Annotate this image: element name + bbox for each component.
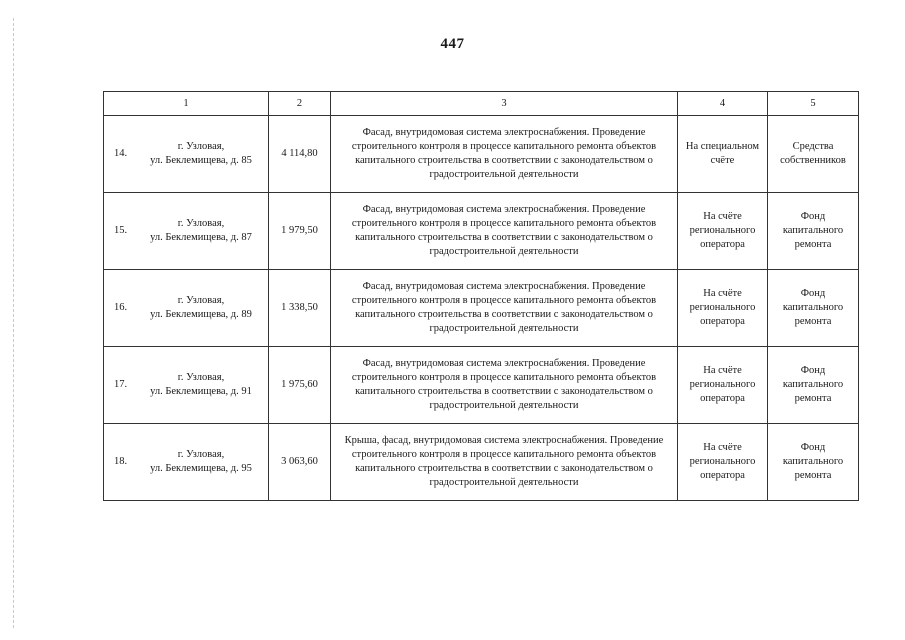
funding-source-cell: Фонд капитального ремонта [768,270,859,347]
account-cell: На счёте регионального оператора [678,270,768,347]
works-cell: Крыша, фасад, внутридомовая система электроснабжения. Проведение строительного контроля в процессе капитального ремонта объектов капитального строительства в соответствии с законодательством о градостроительной деятельности [331,424,678,501]
area-cell: 1 975,60 [269,347,331,424]
table-row [104,116,859,193]
funding-source-cell: Фонд капитального ремонта [768,347,859,424]
address-city: г. Узловая, [177,218,225,229]
address-city: г. Узловая, [177,295,225,306]
table-header-row [104,92,859,116]
address-street: ул. Беклемищева, д. 85 [150,155,252,166]
table-row [104,270,859,347]
address-city: г. Узловая, [177,141,225,152]
area-cell: 3 063,60 [269,424,331,501]
repair-registry-table [103,91,859,501]
account-cell: На счёте регионального оператора [678,347,768,424]
column-header-3: 3 [331,92,678,116]
address [140,294,264,322]
area-cell: 1 979,50 [269,193,331,270]
account-cell: На счёте регионального оператора [678,424,768,501]
table-row [104,193,859,270]
page-number: 447 [440,36,465,52]
address-street: ул. Беклемищева, д. 89 [150,309,252,320]
column-header-4: 4 [678,92,768,116]
row-number: 16. [114,302,128,313]
address-street: ул. Беклемищева, д. 91 [150,386,252,397]
table-row [104,347,859,424]
table-row [104,424,859,501]
scan-edge-line [13,18,14,628]
row-number: 18. [114,456,128,467]
address-cell [104,270,269,347]
address [140,140,264,168]
works-cell: Фасад, внутридомовая система электроснабжения. Проведение строительного контроля в процессе капитального ремонта объектов капитального строительства в соответствии с законодательством о градостроительной деятельности [331,347,678,424]
funding-source-cell: Средства собственников [768,116,859,193]
address-city: г. Узловая, [177,449,225,460]
funding-source-cell: Фонд капитального ремонта [768,424,859,501]
row-number: 15. [114,225,128,236]
address-cell [104,424,269,501]
works-cell: Фасад, внутридомовая система электроснабжения. Проведение строительного контроля в процессе капитального ремонта объектов капитального строительства в соответствии с законодательством о градостроительной деятельности [331,193,678,270]
address-street: ул. Беклемищева, д. 87 [150,232,252,243]
address [140,448,264,476]
address-street: ул. Беклемищева, д. 95 [150,463,252,474]
funding-source-cell: Фонд капитального ремонта [768,193,859,270]
column-header-5: 5 [768,92,859,116]
address-cell [104,116,269,193]
address-cell [104,347,269,424]
area-cell: 1 338,50 [269,270,331,347]
column-header-1: 1 [104,92,269,116]
address-city: г. Узловая, [177,372,225,383]
row-number: 14. [114,148,128,159]
address [140,217,264,245]
works-cell: Фасад, внутридомовая система электроснабжения. Проведение строительного контроля в процессе капитального ремонта объектов капитального строительства в соответствии с законодательством о градостроительной деятельности [331,270,678,347]
account-cell: На счёте регионального оператора [678,193,768,270]
area-cell: 4 114,80 [269,116,331,193]
address [140,371,264,399]
row-number: 17. [114,379,128,390]
column-header-2: 2 [269,92,331,116]
address-cell [104,193,269,270]
works-cell: Фасад, внутридомовая система электроснабжения. Проведение строительного контроля в процессе капитального ремонта объектов капитального строительства в соответствии с законодательством о градостроительной деятельности [331,116,678,193]
account-cell: На специальном счёте [678,116,768,193]
